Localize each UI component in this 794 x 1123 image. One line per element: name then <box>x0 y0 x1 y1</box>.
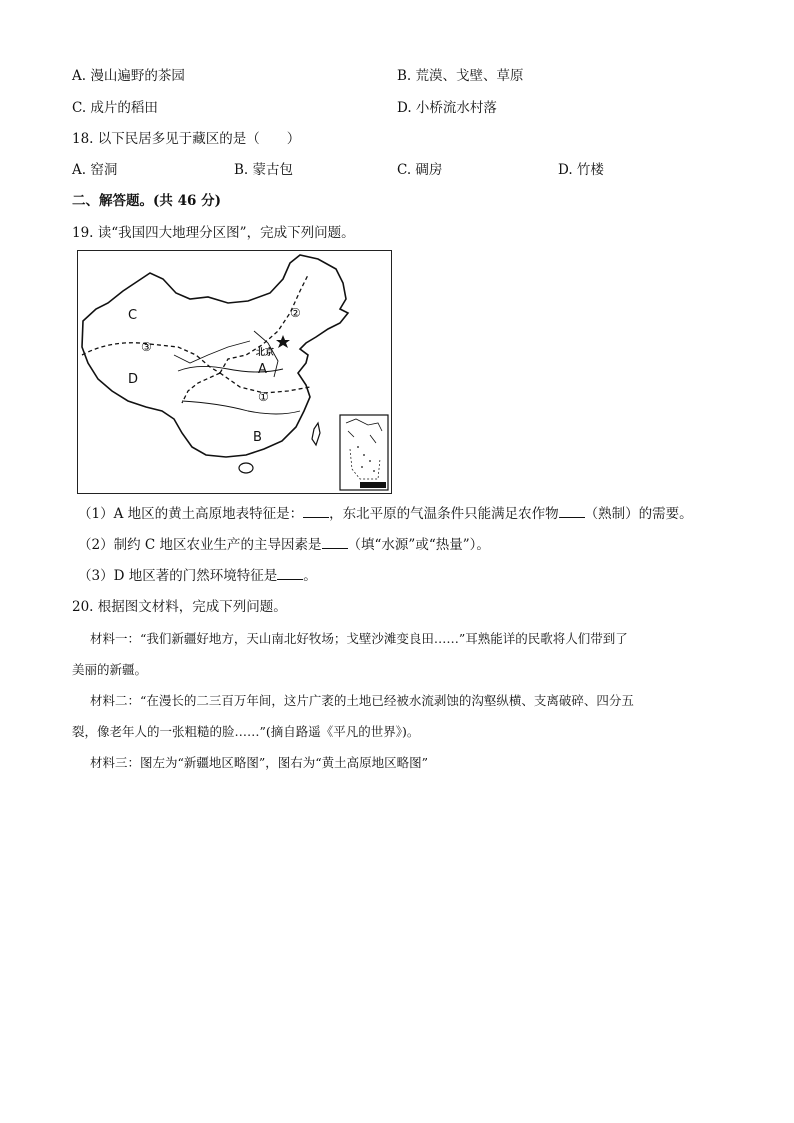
china-outline <box>82 255 348 457</box>
q20-stem: 20. 根据图文材料，完成下列问题。 <box>72 599 287 615</box>
answer-blank-4[interactable] <box>277 567 303 580</box>
boundary-line-2 <box>220 275 308 373</box>
map-label-beijing: 北京 <box>256 348 275 358</box>
map-label-a: A <box>258 362 267 377</box>
q19-sub1-text-c: （熟制）的需要。 <box>584 506 693 522</box>
answer-blank-2[interactable] <box>559 505 585 518</box>
q19-sub2 <box>78 536 490 554</box>
q17-option-b: B. 荒漠、戈壁、草原 <box>397 68 524 84</box>
q19-sub2-text-a: （2）制约 C 地区农业生产的主导因素是 <box>78 537 322 553</box>
answer-blank-1[interactable] <box>303 505 329 518</box>
q17-option-c: C. 成片的稻田 <box>72 100 158 116</box>
q17-option-a: A. 漫山遍野的茶园 <box>72 68 185 84</box>
taiwan-island <box>312 423 320 445</box>
q19-sub3 <box>78 567 317 585</box>
map-label-b: B <box>253 430 262 445</box>
hainan-island <box>239 463 253 473</box>
q18-option-c: C. 碉房 <box>397 162 443 178</box>
q20-material-1-line-1: 材料一：“我们新疆好地方，天山南北好牧场；戈壁沙滩变良田……”耳熟能详的民歌将人们带到了 <box>90 631 628 646</box>
map-label-1: ① <box>258 390 269 404</box>
q18-option-a: A. 窑洞 <box>72 162 118 178</box>
beijing-star-icon <box>276 335 290 348</box>
q18-option-d: D. 竹楼 <box>558 162 604 178</box>
map-label-2: ② <box>290 306 301 320</box>
map-label-3: ③ <box>141 340 152 354</box>
q19-stem: 19. 读“我国四大地理分区图”，完成下列问题。 <box>72 225 355 241</box>
section-title: 二、解答题。(共 46 分) <box>72 193 221 209</box>
map-label-d: D <box>128 372 139 387</box>
q19-sub3-text-b: 。 <box>303 568 317 584</box>
q20-material-1-line-2: 美丽的新疆。 <box>72 662 148 677</box>
q18-option-b: B. 蒙古包 <box>234 162 294 178</box>
q19-sub3-text-a: （3）D 地区著的门然环境特征是 <box>78 568 278 584</box>
q19-sub1-text-b: ，东北平原的气温条件只能满足农作物 <box>329 506 559 522</box>
q20-material-3: 材料三：图左为“新疆地区略图”，图右为“黄土高原地区略图” <box>90 755 429 770</box>
q19-sub1 <box>78 505 693 523</box>
boundary-line-1 <box>182 373 310 403</box>
answer-blank-3[interactable] <box>322 536 348 549</box>
map-label-c: C <box>128 308 138 323</box>
q20-material-2-line-2: 裂，像老年人的一张粗糙的脸……”(摘自路遥《平凡的世界》)。 <box>72 724 420 739</box>
q17-option-d: D. 小桥流水村落 <box>397 100 497 116</box>
q18-stem: 18. 以下民居多见于藏区的是（ ） <box>72 131 301 147</box>
q20-material-2-line-1: 材料二：“在漫长的二三百万年间，这片广袤的土地已经被水流剥蚀的沟壑纵横、支离破碎、四分五 <box>90 693 634 708</box>
q19-sub1-text-a: （1）A 地区的黄土高原地表特征是： <box>78 506 304 522</box>
q19-sub2-text-b: （填“水源”或“热量”）。 <box>347 537 490 553</box>
china-regions-map <box>77 250 392 494</box>
